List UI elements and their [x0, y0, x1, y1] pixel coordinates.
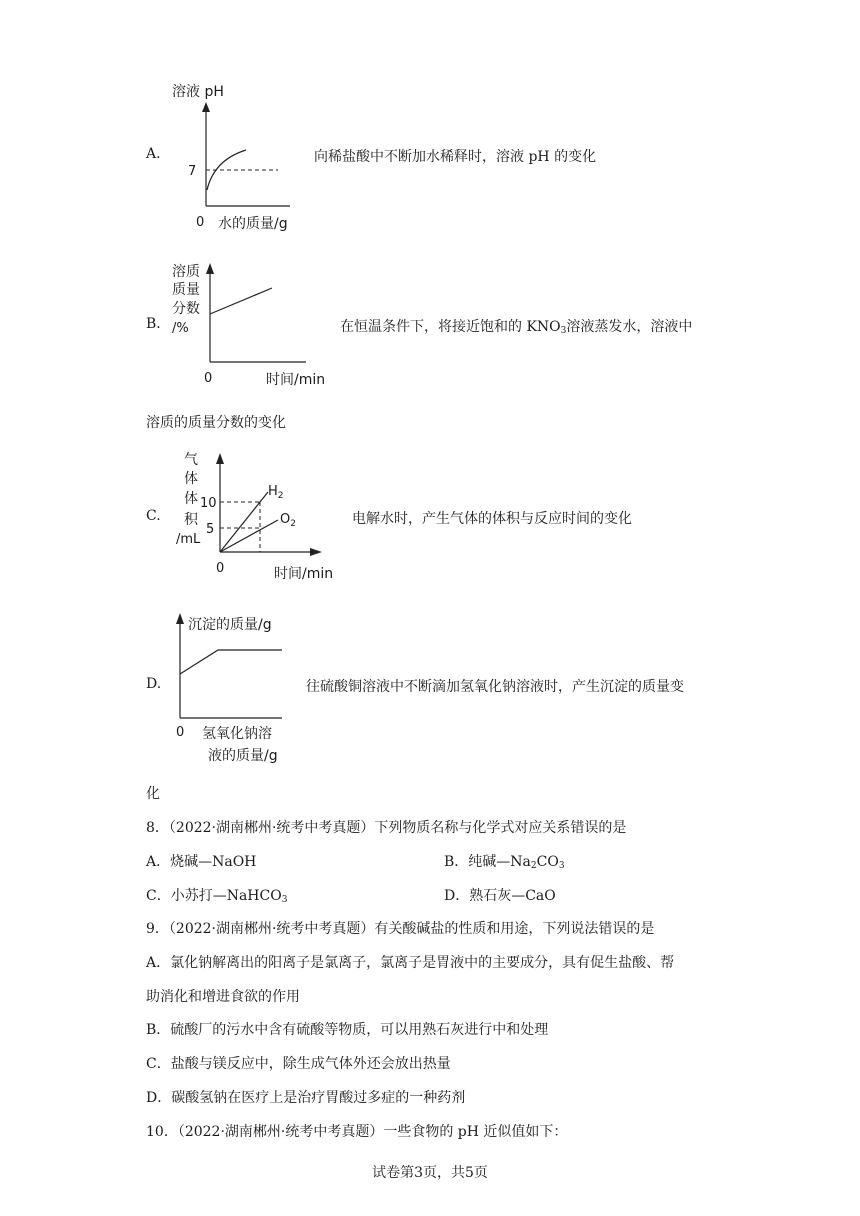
chart-b-y-arrow — [206, 263, 214, 274]
option-a-letter: A. — [146, 146, 161, 162]
chart-a-ylabel: 溶液 pH — [172, 84, 224, 100]
option-b-letter: B. — [146, 316, 161, 332]
chart-b-ylabel-line: 分数 — [172, 301, 200, 317]
chart-c-x-arrow — [310, 548, 322, 556]
question-8-stem: 8．（2022·湖南郴州·统考中考真题）下列物质名称与化学式对应关系错误的是 — [146, 820, 627, 836]
option-b-description-continued: 溶质的质量分数的变化 — [146, 415, 286, 431]
chart-c-ylabel-line: 积 — [184, 512, 198, 528]
chart-c-tick-10: 10 — [200, 496, 217, 511]
chart-c-o2-label: $O_2$ — [280, 512, 296, 529]
chart-c-o2-line — [220, 520, 278, 552]
chart-b-mass-fraction — [166, 258, 336, 388]
question-9-option-a-continued: 助消化和增进食欲的作用 — [146, 989, 300, 1005]
option-b-description — [340, 316, 692, 336]
option-d-letter: D. — [146, 676, 162, 692]
chart-b-origin: 0 — [204, 371, 213, 386]
question-10-stem: 10．（2022·湖南郴州·统考中考真题）一些食物的 pH 近似值如下： — [146, 1124, 568, 1140]
chart-c-xlabel: 时间/min — [274, 566, 334, 582]
chart-d-y-arrow — [176, 613, 184, 624]
chart-b-xlabel: 时间/min — [266, 372, 326, 388]
chart-a-tick-7: 7 — [188, 164, 197, 179]
option-b-desc-pre: 在恒温条件下，将接近饱和的 KNO — [340, 319, 561, 335]
chart-b-ylabel-line: 质量 — [172, 282, 200, 298]
question-9-option-b: B．硫酸厂的污水中含有硫酸等物质，可以用熟石灰进行中和处理 — [146, 1022, 549, 1038]
page-footer: 试卷第3页，共5页 — [372, 1165, 488, 1181]
question-8-option-b: B．纯碱$—Na_2CO_3$ — [444, 854, 565, 871]
chart-a-y-arrow — [202, 102, 210, 112]
chart-c-h2-label: $H_2$ — [268, 484, 284, 501]
option-b-desc-sub: 3 — [560, 326, 567, 336]
chart-c-y-arrow — [216, 453, 224, 464]
chart-c-tick-5: 5 — [206, 522, 215, 537]
question-9-stem: 9．（2022·湖南郴州·统考中考真题）有关酸碱盐的性质和用途，下列说法错误的是 — [146, 921, 655, 937]
chart-c-ylabel-line: /mL — [176, 532, 201, 547]
question-9-option-c: C．盐酸与镁反应中，除生成气体外还会放出热量 — [146, 1056, 451, 1072]
question-9-option-d: D．碳酸氢钠在医疗上是治疗胃酸过多症的一种药剂 — [146, 1090, 466, 1106]
chart-a-ph-dilution — [166, 78, 306, 236]
chart-c-ylabel-line: 体 — [184, 491, 198, 507]
chart-a-origin: 0 — [196, 215, 205, 230]
chart-c-h2-line — [220, 492, 268, 552]
option-c-letter: C. — [146, 508, 161, 524]
chart-d-xlabel-line: 液的质量/g — [208, 748, 278, 764]
question-8-option-d: D．熟石灰—CaO — [444, 888, 556, 904]
chart-a-xlabel: 水的质量/g — [218, 216, 288, 232]
chart-d-origin: 0 — [176, 725, 185, 740]
chart-c-ylabel-line: 体 — [184, 471, 198, 487]
chart-b-ylabel-line: 溶质 — [172, 264, 200, 280]
chart-d-xlabel-line: 氢氧化钠溶 — [202, 726, 272, 742]
option-b-desc-post: 溶液蒸发水，溶液中 — [566, 319, 693, 335]
chart-b-ylabel-line: /% — [172, 321, 189, 336]
option-d-description-continued: 化 — [146, 786, 160, 802]
chart-b-line — [210, 288, 272, 314]
option-a-description: 向稀盐酸中不断加水稀释时，溶液 pH 的变化 — [314, 149, 597, 165]
chart-c-origin: 0 — [216, 561, 225, 576]
option-c-description: 电解水时，产生气体的体积与反应时间的变化 — [352, 511, 632, 527]
chart-a-curve — [207, 150, 246, 190]
chart-d-precipitate — [168, 608, 298, 770]
chart-c-ylabel-line: 气 — [184, 452, 198, 468]
chart-d-ylabel: 沉淀的质量/g — [188, 617, 272, 633]
question-9-option-a: A．氯化钠解离出的阳离子是氯离子，氯离子是胃液中的主要成分，具有促生盐酸、帮 — [146, 955, 675, 971]
chart-d-line — [180, 650, 282, 674]
question-8-option-a: A．烧碱—NaOH — [146, 854, 257, 870]
chart-c-electrolysis — [170, 448, 345, 584]
question-8-option-c: C．小苏打—NaHCO$_3$ — [146, 888, 288, 905]
option-d-description: 往硫酸铜溶液中不断滴加氢氧化钠溶液时，产生沉淀的质量变 — [306, 679, 684, 695]
